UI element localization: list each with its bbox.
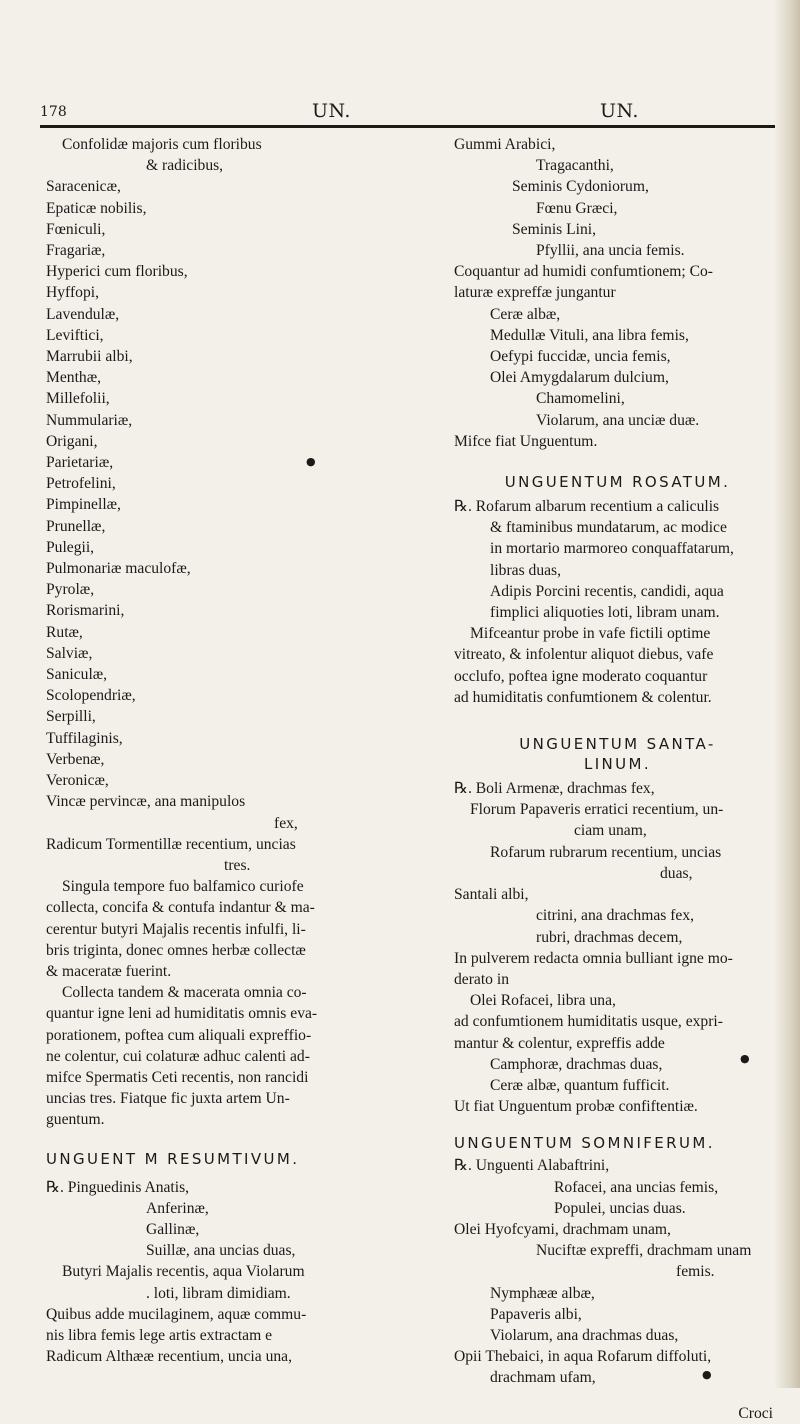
- text-line: Petrofelini,: [46, 475, 116, 493]
- text-line: & radicibus,: [146, 157, 224, 175]
- text-line: Scolopendriæ,: [46, 687, 136, 705]
- text-line: Fragariæ,: [46, 242, 106, 260]
- text-line: derato in: [454, 970, 509, 988]
- text-line: Seminis Lini,: [512, 220, 597, 238]
- text-line: Millefolii,: [46, 390, 110, 408]
- text-line: Rofacei, ana uncias femis,: [554, 1178, 719, 1196]
- text-line: Camphoræ, drachmas duas,: [490, 1055, 663, 1073]
- text-line: drachmam ufam,: [490, 1369, 596, 1387]
- text-line: Verbenæ,: [46, 750, 105, 768]
- text-line: duas,: [660, 864, 693, 882]
- text-line: Anferinæ,: [146, 1199, 209, 1217]
- text-line: Seminis Cydoniorum,: [512, 178, 649, 196]
- text-line: Mifceantur probe in vafe fictili optime: [470, 625, 711, 643]
- text-line: Adipis Porcini recentis, candidi, aqua: [490, 582, 724, 600]
- text-line: laturæ expreffæ jungantur: [454, 284, 616, 302]
- text-line: Pimpinellæ,: [46, 496, 121, 514]
- text-line: Violarum, ana drachmas duas,: [490, 1326, 679, 1344]
- text-line: ne colentur, cui colaturæ adhuc calenti ad-: [46, 1047, 310, 1065]
- text-line: Florum Papaveris erratici recentium, un-: [470, 801, 724, 819]
- text-line: Papaveris albi,: [490, 1305, 582, 1323]
- text-line: Ceræ albæ, quantum fufficit.: [490, 1076, 670, 1094]
- text-line: Hyffopi,: [46, 284, 99, 302]
- text-line: In pulverem redacta omnia bulliant igne mo-: [454, 949, 733, 967]
- section-heading: LINUM.: [583, 755, 652, 774]
- text-line: fimplici aliquoties loti, libram unam.: [490, 604, 720, 622]
- text-line: Epaticæ nobilis,: [46, 199, 147, 217]
- text-line: Pyrolæ,: [46, 581, 95, 599]
- text-line: Pfyllii, ana uncia femis.: [536, 242, 685, 260]
- ink-dot-ornament: ●: [702, 1368, 712, 1381]
- text-line: Medullæ Vituli, ana libra femis,: [490, 326, 689, 344]
- text-line: Radicum Althææ recentium, uncia una,: [46, 1348, 292, 1366]
- ink-dot-ornament: ●: [306, 455, 316, 468]
- text-line: Olei Amygdalarum dulcium,: [490, 369, 669, 387]
- text-line: Gallinæ,: [146, 1220, 200, 1238]
- text-line: Mifce fiat Unguentum.: [454, 432, 598, 450]
- text-line: Singula tempore fuo balfamico curiofe: [62, 878, 304, 896]
- section-heading: UNGUENTUM ROSATUM.: [504, 473, 731, 492]
- text-line: Chamomelini,: [536, 390, 625, 408]
- text-line: Violarum, ana unciæ duæ.: [536, 411, 700, 429]
- text-line: occlufo, poftea igne moderato coquantur: [454, 667, 708, 685]
- text-line: & ftaminibus mundatarum, ac modice: [490, 519, 727, 537]
- text-line: Saniculæ,: [46, 666, 108, 684]
- text-line: Fœnu Græci,: [536, 199, 618, 217]
- text-line: Oefypi fuccidæ, uncia femis,: [490, 348, 671, 366]
- text-line: ℞. Unguenti Alabaftrini,: [454, 1157, 610, 1175]
- text-line: Serpilli,: [46, 708, 96, 726]
- text-line: Fœniculi,: [46, 220, 106, 238]
- text-line: Vincæ pervincæ, ana manipulos: [46, 793, 246, 811]
- text-line: Suillæ, ana uncias duas,: [146, 1242, 296, 1260]
- text-line: Opii Thebaici, in aqua Rofarum diffoluti,: [454, 1348, 712, 1366]
- text-line: Collecta tandem & macerata omnia co-: [62, 984, 307, 1002]
- text-line: Parietariæ,: [46, 454, 114, 472]
- text-line: Rorismarini,: [46, 602, 125, 620]
- text-line: Rutæ,: [46, 623, 83, 641]
- text-line: Leviftici,: [46, 326, 104, 344]
- text-line: ad confumtionem humiditatis usque, expri-: [454, 1013, 723, 1031]
- text-line: tres.: [224, 856, 251, 874]
- text-line: Nuciftæ expreffi, drachmam unam: [536, 1242, 752, 1260]
- text-line: . loti, libram dimidiam.: [146, 1284, 291, 1302]
- text-line: cerentur butyri Majalis recentis infulfi, li-: [46, 920, 306, 938]
- text-line: ℞. Pinguedinis Anatis,: [46, 1178, 190, 1196]
- text-line: Olei Hyofcyami, drachmam unam,: [454, 1220, 671, 1238]
- text-line: Tragacanthi,: [536, 157, 614, 175]
- text-line: Tuffilaginis,: [46, 729, 123, 747]
- text-line: Confolidæ majoris cum floribus: [62, 136, 262, 153]
- section-heading: UNGUENT M RESUMTIVUM.: [46, 1149, 300, 1168]
- text-line: Pulegii,: [46, 538, 95, 556]
- text-line: Hyperici cum floribus,: [46, 263, 188, 281]
- left-column: [46, 134, 434, 1367]
- page-number: 178: [40, 104, 67, 120]
- ink-dot-ornament: ●: [740, 1052, 750, 1065]
- text-line: Gummi Arabici,: [454, 136, 556, 153]
- text-line: fex,: [274, 814, 298, 832]
- text-line: Veronicæ,: [46, 772, 109, 790]
- section-heading: UNGUENTUM SANTA-: [519, 735, 716, 754]
- text-line: in mortario marmoreo conquaffatarum,: [490, 540, 734, 558]
- text-line: Olei Rofacei, libra una,: [470, 992, 616, 1010]
- right-column: [454, 134, 781, 1424]
- text-line: femis.: [676, 1263, 715, 1281]
- text-line: quantur igne leni ad humiditatis omnis eva-: [46, 1005, 318, 1023]
- text-line: rubri, drachmas decem,: [536, 928, 683, 946]
- text-line: mantur & colentur, expreffis adde: [454, 1034, 665, 1052]
- text-line: Coquantur ad humidi confumtionem; Co-: [454, 263, 713, 281]
- text-line: Ceræ albæ,: [490, 305, 561, 323]
- text-line: ℞. Boli Armenæ, drachmas fex,: [454, 780, 655, 798]
- text-line: collecta, concifa & contufa indantur & ma-: [46, 899, 315, 917]
- text-line: Marrubii albi,: [46, 348, 133, 366]
- text-line: guentum.: [46, 1111, 105, 1129]
- text-line: libras duas,: [490, 561, 562, 579]
- section-heading: UNGUENTUM SOMNIFERUM.: [454, 1134, 715, 1153]
- text-line: bris triginta, donec omnes herbæ collectæ: [46, 941, 306, 959]
- text-line: Pulmonariæ maculofæ,: [46, 560, 191, 578]
- text-line: uncias tres. Fiatque fic juxta artem Un-: [46, 1090, 290, 1108]
- text-line: Nummulariæ,: [46, 411, 133, 429]
- right-column-title: UN.: [600, 100, 639, 122]
- text-line: Butyri Majalis recentis, aqua Violarum: [62, 1263, 305, 1281]
- text-line: Menthæ,: [46, 369, 102, 387]
- text-line: vitreato, & infolentur aliquot diebus, vafe: [454, 646, 714, 664]
- text-line: & maceratæ fuerint.: [46, 962, 172, 980]
- text-line: Origani,: [46, 432, 98, 450]
- text-line: citrini, ana drachmas fex,: [536, 907, 695, 925]
- text-line: Ut fiat Unguentum probæ confiftentiæ.: [454, 1098, 698, 1116]
- catchword: Croci: [738, 1404, 773, 1422]
- header-rule: [40, 125, 775, 128]
- text-line: Prunellæ,: [46, 517, 106, 535]
- text-line: Nymphææ albæ,: [490, 1284, 595, 1302]
- text-line: Santali albi,: [454, 886, 529, 904]
- text-line: nis libra femis lege artis extractam e: [46, 1326, 273, 1344]
- text-line: Radicum Tormentillæ recentium, uncias: [46, 835, 296, 853]
- text-line: Quibus adde mucilaginem, aquæ commu-: [46, 1305, 307, 1323]
- text-line: porationem, poftea cum aliquali expreffio-: [46, 1026, 312, 1044]
- text-line: Lavendulæ,: [46, 305, 120, 323]
- text-line: ad humiditatis confumtionem & colentur.: [454, 688, 712, 706]
- text-line: ciam unam,: [574, 822, 647, 840]
- text-line: mifce Spermatis Ceti recentis, non rancidi: [46, 1068, 309, 1086]
- text-line: Saracenicæ,: [46, 178, 121, 196]
- text-line: ℞. Rofarum albarum recentium a caliculis: [454, 498, 720, 516]
- text-line: Populei, uncias duas.: [554, 1199, 686, 1217]
- left-column-title: UN.: [312, 100, 351, 122]
- text-line: Rofarum rubrarum recentium, uncias: [490, 843, 722, 861]
- text-line: Salviæ,: [46, 644, 93, 662]
